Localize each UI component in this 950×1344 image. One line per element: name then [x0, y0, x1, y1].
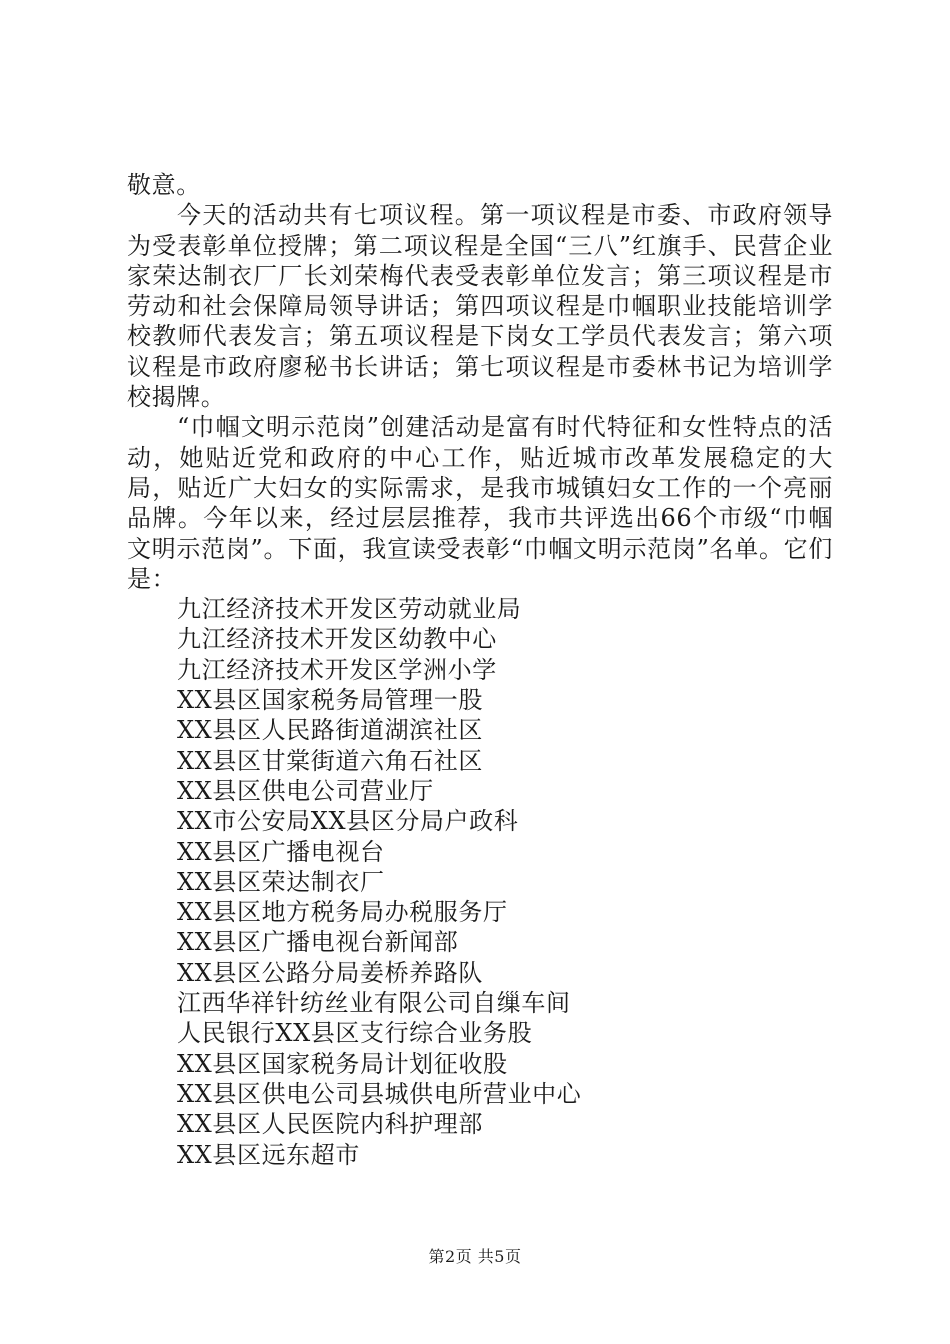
list-item: XX县区供电公司营业厅 — [177, 776, 434, 805]
list-item: 人民银行XX县区支行综合业务股 — [177, 1019, 533, 1048]
paragraph-introduction: “巾帼文明示范岗”创建活动是富有时代特征和女性特点的活动，她贴近党和政府的中心工作，贴近城市改革发展稳定的大局，贴近广大妇女的实际需求，是我市城镇妇女工作的一个亮丽品牌。今年以来，经过层层推荐，我市共评选出66个市级“巾帼文明示范岗”。下面，我宣读受表彰“巾帼文明示范岗”名单。它们是： — [127, 413, 833, 593]
list-item: XX县区国家税务局管理一股 — [177, 686, 483, 715]
list-item: XX县区国家税务局计划征收股 — [177, 1049, 508, 1078]
paragraph-agenda: 今天的活动共有七项议程。第一项议程是市委、市政府领导为受表彰单位授牌；第二项议程是全国“三八”红旗手、民营企业家荣达制衣厂厂长刘荣梅代表受表彰单位发言；第三项议程是市劳动和社会保障局领导讲话；第四项议程是巾帼职业技能培训学校教师代表发言；第五项议程是下岗女工学员代表发言；第六项议程是市政府廖秘书长讲话；第七项议程是市委林书记为培训学校揭牌。 — [127, 201, 833, 412]
paragraph-closing: 敬意。 — [127, 171, 201, 199]
list-item: XX县区公路分局姜桥养路队 — [177, 958, 483, 987]
list-item: 九江经济技术开发区劳动就业局 — [177, 595, 522, 624]
list-item: XX县区广播电视台 — [177, 837, 385, 866]
page-number-footer: 第2页 共5页 — [428, 1247, 522, 1266]
list-item: XX县区广播电视台新闻部 — [177, 928, 459, 957]
list-item: 九江经济技术开发区学洲小学 — [177, 655, 497, 684]
list-item: 江西华祥针纺丝业有限公司自缫车间 — [177, 989, 571, 1018]
list-item: XX县区人民路街道湖滨社区 — [177, 716, 483, 745]
list-item: XX县区人民医院内科护理部 — [177, 1110, 483, 1139]
list-item: XX市公安局XX县区分局户政科 — [177, 807, 519, 836]
document-body — [127, 170, 833, 1170]
honoree-list — [127, 594, 833, 1170]
list-item: XX县区地方税务局办税服务厅 — [177, 898, 508, 927]
list-item: 九江经济技术开发区幼教中心 — [177, 625, 497, 654]
list-item: XX县区供电公司县城供电所营业中心 — [177, 1079, 582, 1108]
list-item: XX县区甘棠街道六角石社区 — [177, 746, 483, 775]
list-item: XX县区荣达制衣厂 — [177, 867, 385, 896]
list-item: XX县区远东超市 — [177, 1140, 360, 1169]
